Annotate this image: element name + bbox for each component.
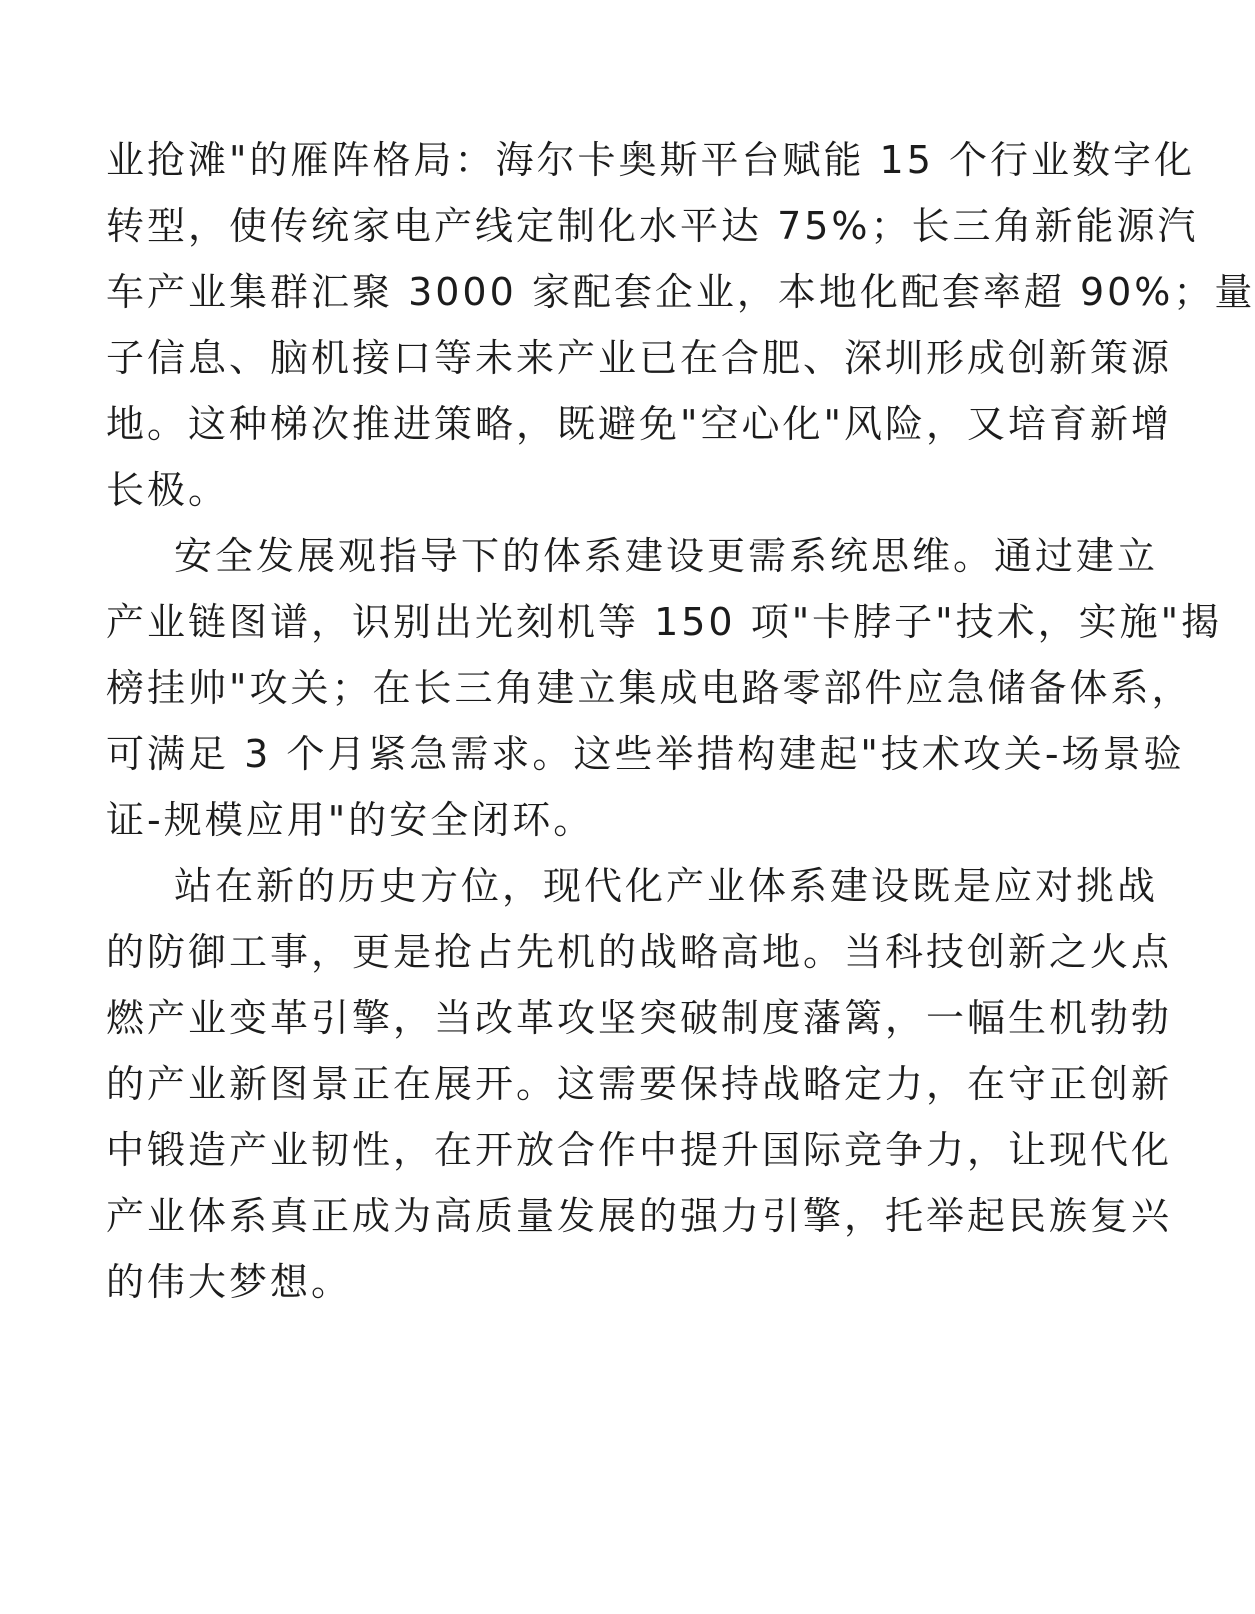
paragraph-3-line-5: 中锻造产业韧性，在开放合作中提升国际竞争力，让现代化	[106, 1128, 1173, 1172]
paragraph-3-line-6: 产业体系真正成为高质量发展的强力引擎，托举起民族复兴	[106, 1194, 1173, 1238]
paragraph-3-line-2: 的防御工事，更是抢占先机的战略高地。当科技创新之火点	[106, 930, 1173, 974]
paragraph-3-line-4: 的产业新图景正在展开。这需要保持战略定力，在守正创新	[106, 1062, 1173, 1106]
paragraph-2-line-5: 证-规模应用"的安全闭环。	[106, 798, 595, 842]
paragraph-1-line-2: 转型，使传统家电产线定制化水平达 75%；长三角新能源汽	[106, 204, 1199, 248]
paragraph-2-line-3: 榜挂帅"攻关；在长三角建立集成电路零部件应急储备体系，	[106, 666, 1193, 710]
paragraph-1-line-3: 车产业集群汇聚 3000 家配套企业，本地化配套率超 90%；量	[106, 270, 1255, 314]
paragraph-2-line-4: 可满足 3 个月紧急需求。这些举措构建起"技术攻关-场景验	[106, 732, 1185, 776]
paragraph-1-line-1: 业抢滩"的雁阵格局：海尔卡奥斯平台赋能 15 个行业数字化	[106, 138, 1195, 182]
paragraph-1-line-6: 长极。	[106, 468, 230, 512]
paragraph-3-line-1: 站在新的历史方位，现代化产业体系建设既是应对挑战	[174, 864, 1159, 908]
paragraph-3-line-3: 燃产业变革引擎，当改革攻坚突破制度藩篱，一幅生机勃勃	[106, 996, 1173, 1040]
paragraph-3-line-7: 的伟大梦想。	[106, 1260, 353, 1304]
paragraph-1-line-5: 地。这种梯次推进策略，既避免"空心化"风险，又培育新增	[106, 402, 1172, 446]
paragraph-2-line-2: 产业链图谱，识别出光刻机等 150 项"卡脖子"技术，实施"揭	[106, 600, 1223, 644]
paragraph-1-line-4: 子信息、脑机接口等未来产业已在合肥、深圳形成创新策源	[106, 336, 1173, 380]
paragraph-2-line-1: 安全发展观指导下的体系建设更需系统思维。通过建立	[174, 534, 1159, 578]
